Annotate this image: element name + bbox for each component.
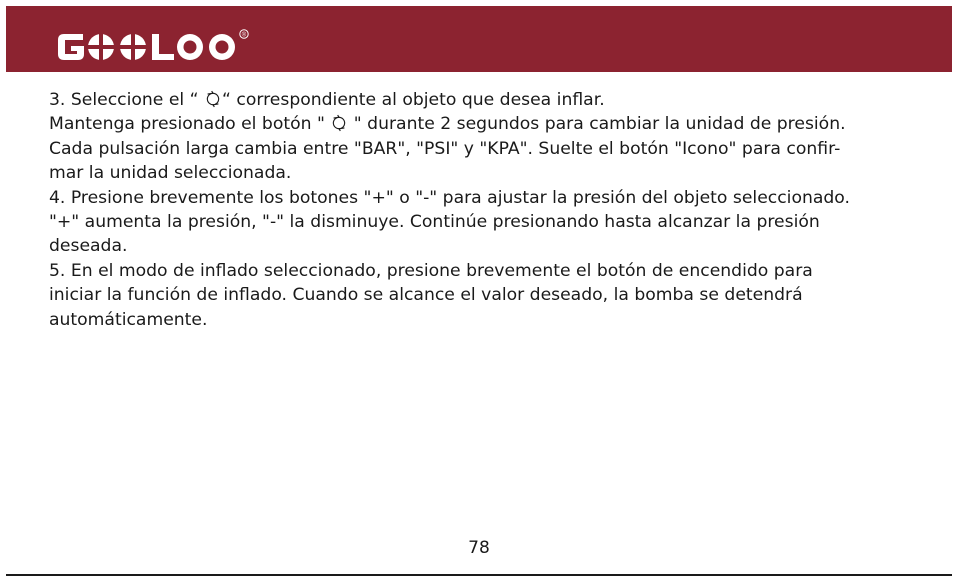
start-inflation-line: iniciar la función de inflado. Cuando se alcance el valor deseado, la bomba se detendrá — [49, 285, 803, 306]
plus-minus-line: "+" aumenta la presión, "-" la disminuye. Continúe presionando hasta alcanzar la presión — [49, 212, 820, 233]
footer-rule — [6, 574, 952, 576]
cycle-arrows-icon — [330, 114, 348, 132]
confirm-unit-line: mar la unidad seleccionada. — [49, 163, 292, 184]
page-number: 78 — [468, 538, 490, 558]
gooloo-logo — [56, 28, 256, 68]
cycle-arrows-icon — [204, 90, 222, 108]
step-5-line: 5. En el modo de inflado seleccionado, presione brevemente el botón de encendido para — [49, 260, 813, 281]
hold-button-line: Mantenga presionado el botón " " durante 2 segundos para cambiar la unidad de presión. — [49, 114, 846, 135]
step-4-line: 4. Presione brevemente los botones "+" o "-" para ajustar la presión del objeto seleccionado. — [49, 187, 850, 208]
step-3-line: 3. Seleccione el “ “ correspondiente al objeto que desea inflar. — [49, 90, 605, 110]
auto-stop-line: automáticamente. — [49, 309, 208, 330]
desired-line: deseada. — [49, 236, 128, 257]
svg-text:®: ® — [241, 32, 247, 39]
header-band — [6, 6, 952, 72]
unit-cycle-line: Cada pulsación larga cambia entre "BAR", "PSI" y "KPA". Suelte el botón "Icono" para confir- — [49, 138, 841, 159]
page-top-margin — [0, 0, 958, 5]
instruction-text — [49, 88, 929, 332]
